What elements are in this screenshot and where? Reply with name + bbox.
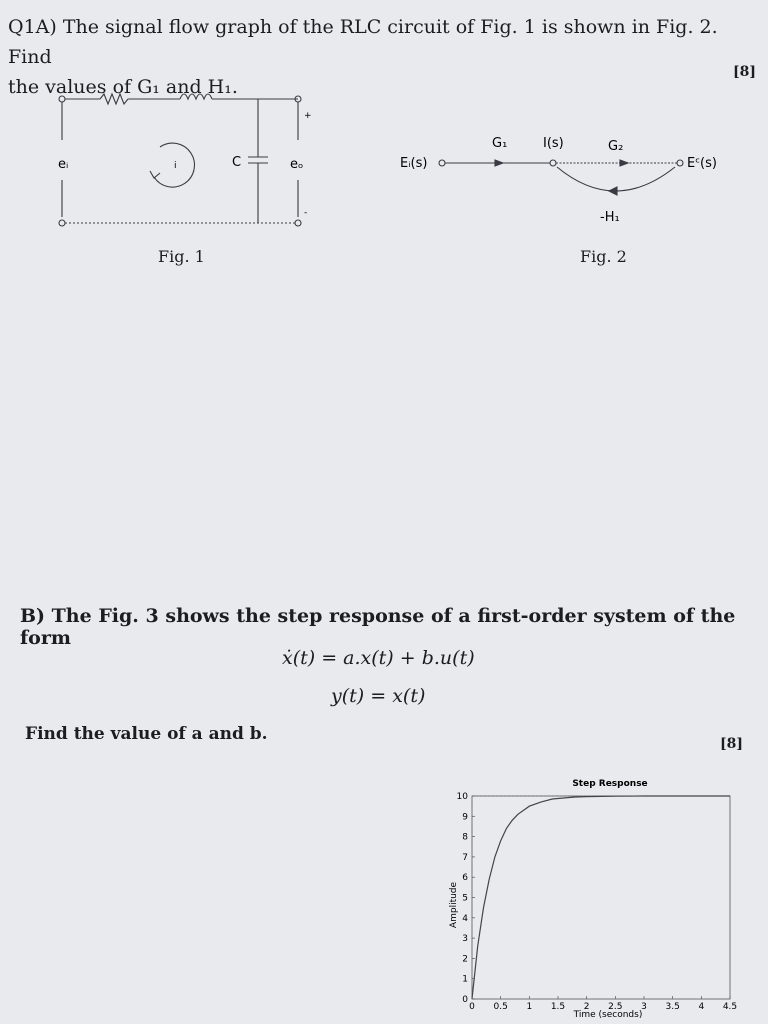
chart-x-tick-label: 2.5 [608, 1002, 623, 1012]
node-output [677, 160, 683, 166]
fig1-output-label: eₒ [290, 157, 304, 172]
chart-y-axis-label: Amplitude [449, 881, 459, 929]
fig1-input-label: eᵢ [58, 157, 69, 172]
chart-y-tick-label: 10 [456, 792, 468, 802]
chart-x-tick-label: 3 [641, 1002, 647, 1012]
fig1-capacitor-label: C [232, 155, 242, 170]
node-input [439, 160, 445, 166]
chart-y-tick-label: 5 [462, 893, 468, 904]
question-b-marks: [8] [720, 736, 743, 752]
fig1-minus-label: - [304, 208, 308, 218]
fig1-terminal-br [295, 220, 301, 226]
fig2-signal-flow-graph [395, 125, 735, 235]
chart-y-tick-label: 1 [462, 974, 468, 985]
fig1-plus-label: + [304, 111, 312, 121]
chart-y-tick-label: 7 [462, 852, 468, 863]
feedback-arrow [609, 187, 617, 195]
fig1-caption: Fig. 1 [158, 247, 205, 266]
chart-x-tick-label: 3.5 [665, 1002, 680, 1012]
fig2-output-label: Eᶜ(s) [687, 156, 717, 171]
fig1-terminal-tl [59, 96, 65, 102]
inductor-symbol [180, 94, 212, 99]
chart-y-tick-label: 6 [462, 873, 468, 884]
question-b-intro: B) The Fig. 3 shows the step response of a first-order system of the form [20, 605, 736, 649]
chart-y-tick-label: 4 [462, 913, 468, 924]
fig2-mid-label: I(s) [543, 136, 564, 151]
chart-y-tick-label: 3 [462, 934, 468, 945]
resistor-symbol [100, 94, 128, 104]
question-a-line2: the values of G₁ and H₁. [8, 76, 238, 98]
fig2-caption: Fig. 2 [580, 247, 627, 266]
question-a-line1: Q1A) The signal flow graph of the RLC circuit of Fig. 1 is shown in Fig. 2. Find [8, 16, 718, 68]
chart-y-tick-label: 9 [462, 812, 468, 823]
branch-g2-arrow [620, 160, 628, 166]
fig1-terminal-bl [59, 220, 65, 226]
chart-y-tick-label: 2 [462, 954, 468, 965]
node-mid [550, 160, 556, 166]
chart-x-tick-label: 1 [526, 1002, 533, 1012]
chart-plot-area [472, 796, 730, 999]
chart-y-tick-label: 8 [462, 832, 468, 843]
chart-x-tick-label: 4 [698, 1002, 705, 1012]
step-response-chart [440, 770, 740, 1020]
fig2-input-label: Eᵢ(s) [400, 156, 428, 171]
chart-x-axis-label: Time (seconds) [573, 1010, 643, 1020]
question-b-equation-1: ẋ(t) = a.x(t) + b.u(t) [282, 647, 475, 669]
fig2-h1-label: -H₁ [600, 210, 620, 225]
chart-x-tick-label: 1.5 [550, 1002, 566, 1012]
chart-x-tick-label: 0 [469, 1002, 475, 1012]
fig1-current-label: i [174, 161, 177, 171]
fig2-g1-label: G₁ [492, 136, 508, 151]
question-b-equation-2: y(t) = x(t) [331, 685, 426, 707]
chart-y-tick-label: 0 [462, 995, 468, 1005]
chart-title: Step Response [572, 779, 648, 789]
fig2-g2-label: G₂ [608, 139, 624, 154]
chart-x-tick-label: 4.5 [722, 1002, 738, 1012]
branch-g1-arrow [495, 160, 503, 166]
chart-x-tick-label: 0.5 [493, 1002, 508, 1012]
chart-series-line [472, 796, 730, 999]
fig1-circuit [40, 85, 340, 240]
question-b-find: Find the value of a and b. [25, 724, 268, 744]
chart-x-tick-label: 2 [583, 1002, 590, 1012]
question-a-marks: [8] [733, 64, 756, 80]
